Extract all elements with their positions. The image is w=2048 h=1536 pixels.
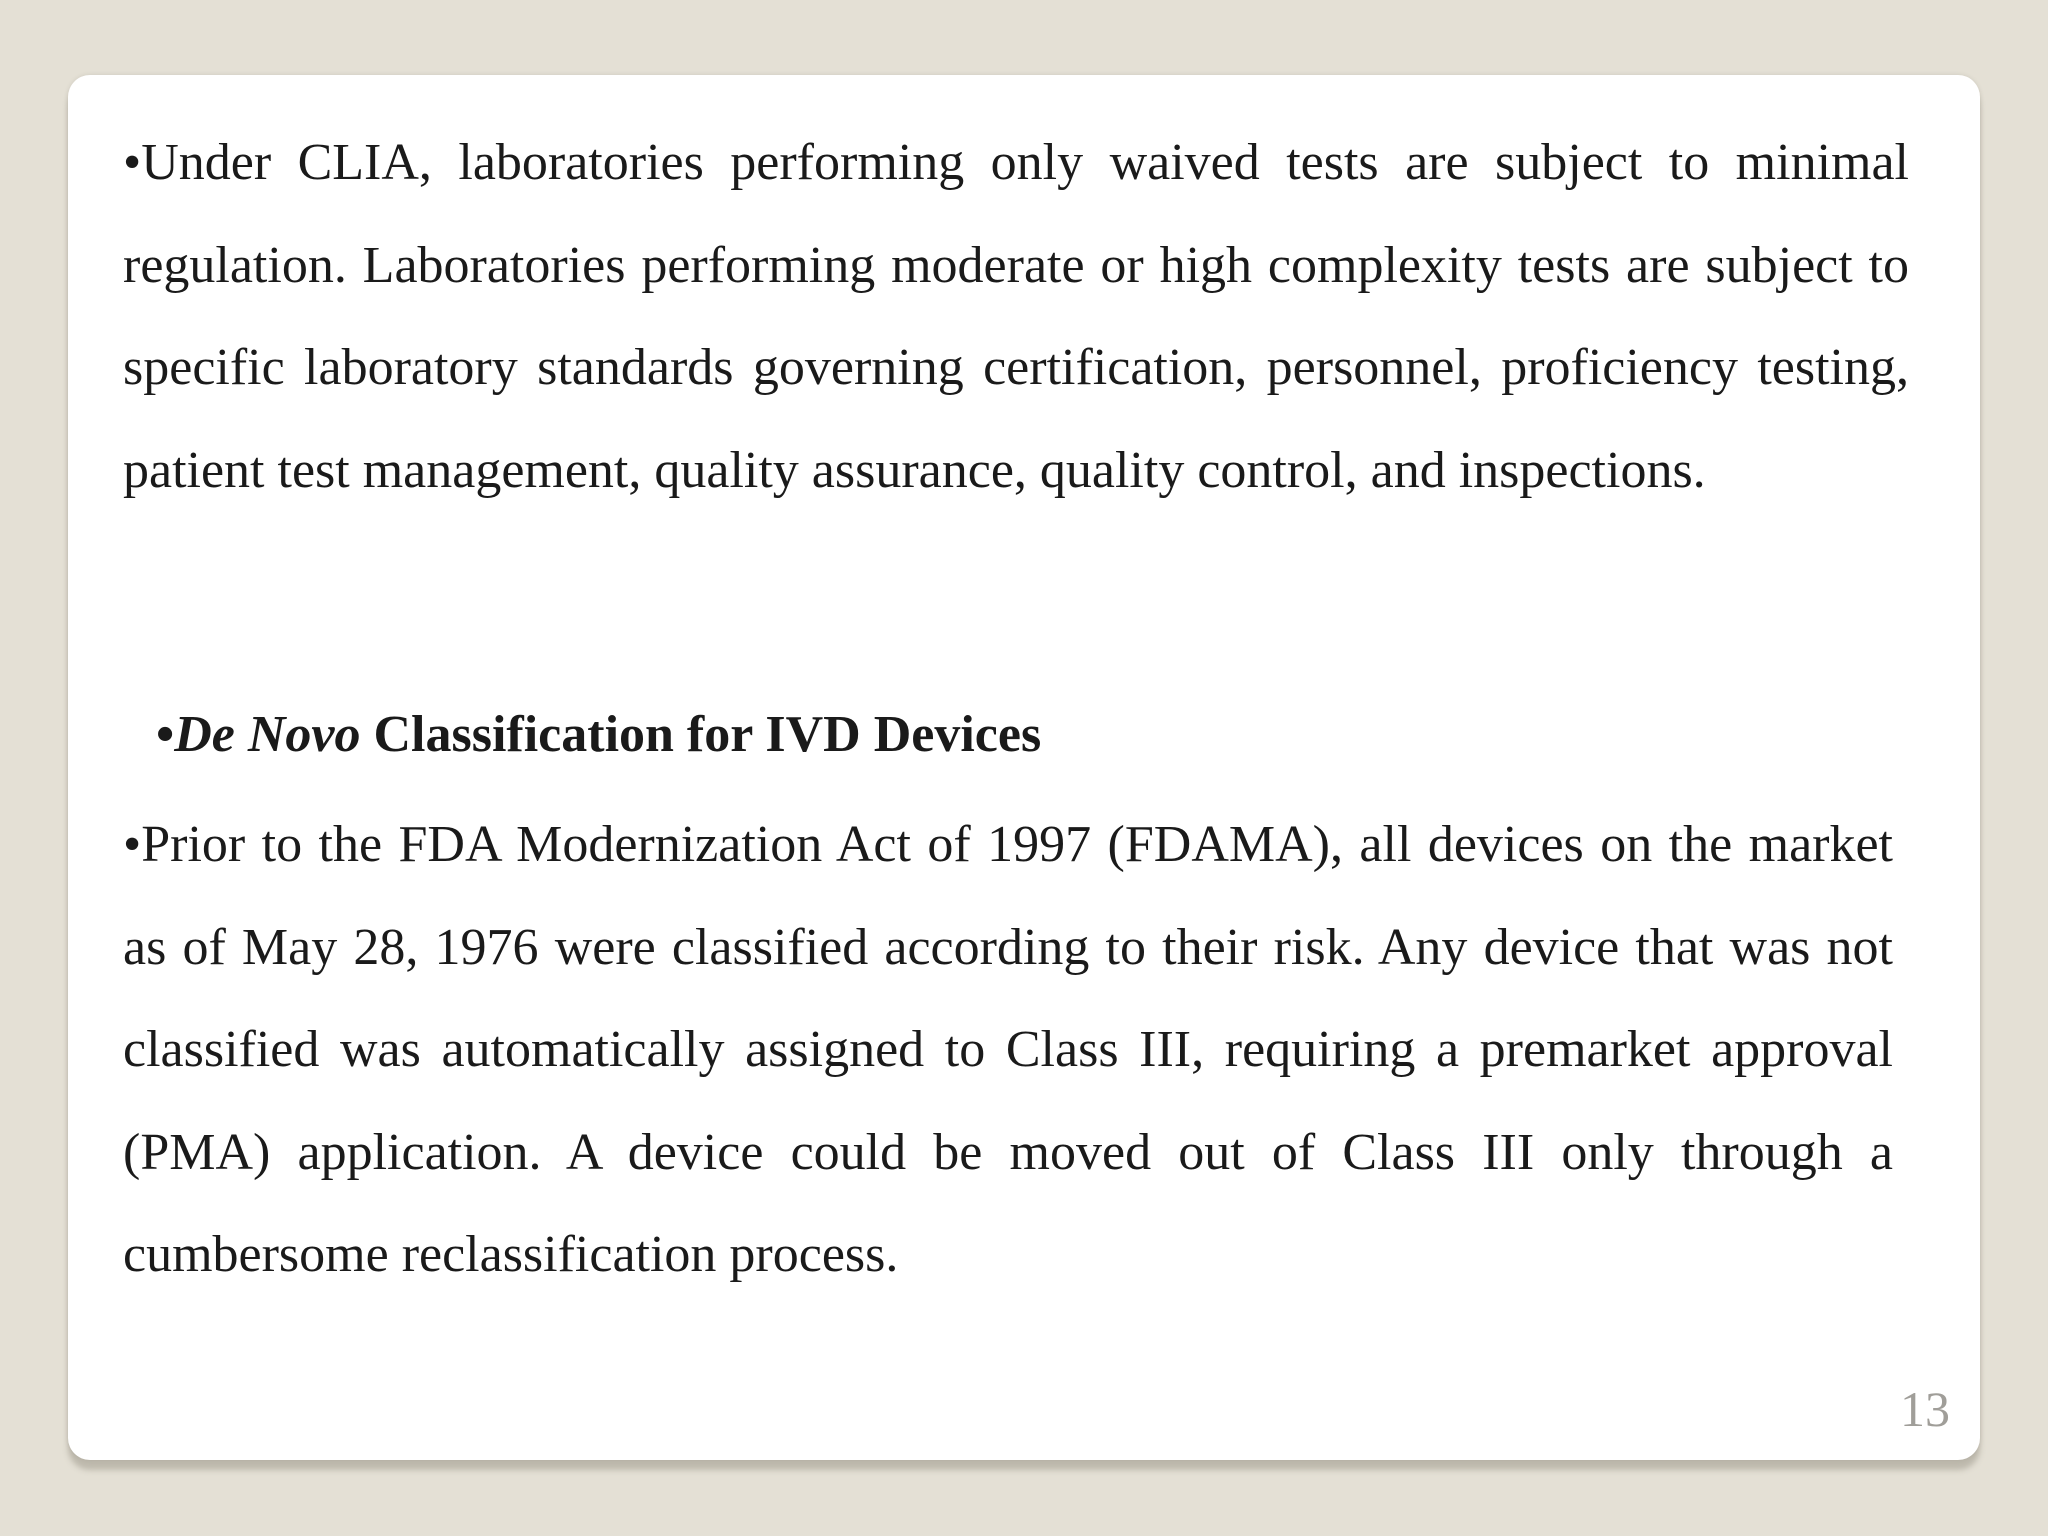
paragraph-clia: •Under CLIA, laboratories performing only waived tests are subject to minimal regulation. Laboratories performing moderate or high complexity tests are subject to specific laboratory standards governing certification, personnel, proficiency testing, patient test management, quality assurance, quality control, and inspections. [123,134,1909,499]
paragraph-fdama: •Prior to the FDA Modernization Act of 1997 (FDAMA), all devices on the market as of May 28, 1976 were classified according to their risk. Any device that was not classified was automatically assigned to Class III, requiring a premarket approval (PMA) application. A device could be moved out of Class III only through a cumbersome reclassification process. [123,816,1893,1283]
heading-rest: Classification for IVD Devices [360,706,1042,763]
heading-bullet: • [156,706,175,763]
page-number: 13 [1900,1381,1950,1437]
section-heading [156,697,1041,773]
slide [68,75,1980,1460]
heading-italic: De Novo [174,706,361,763]
